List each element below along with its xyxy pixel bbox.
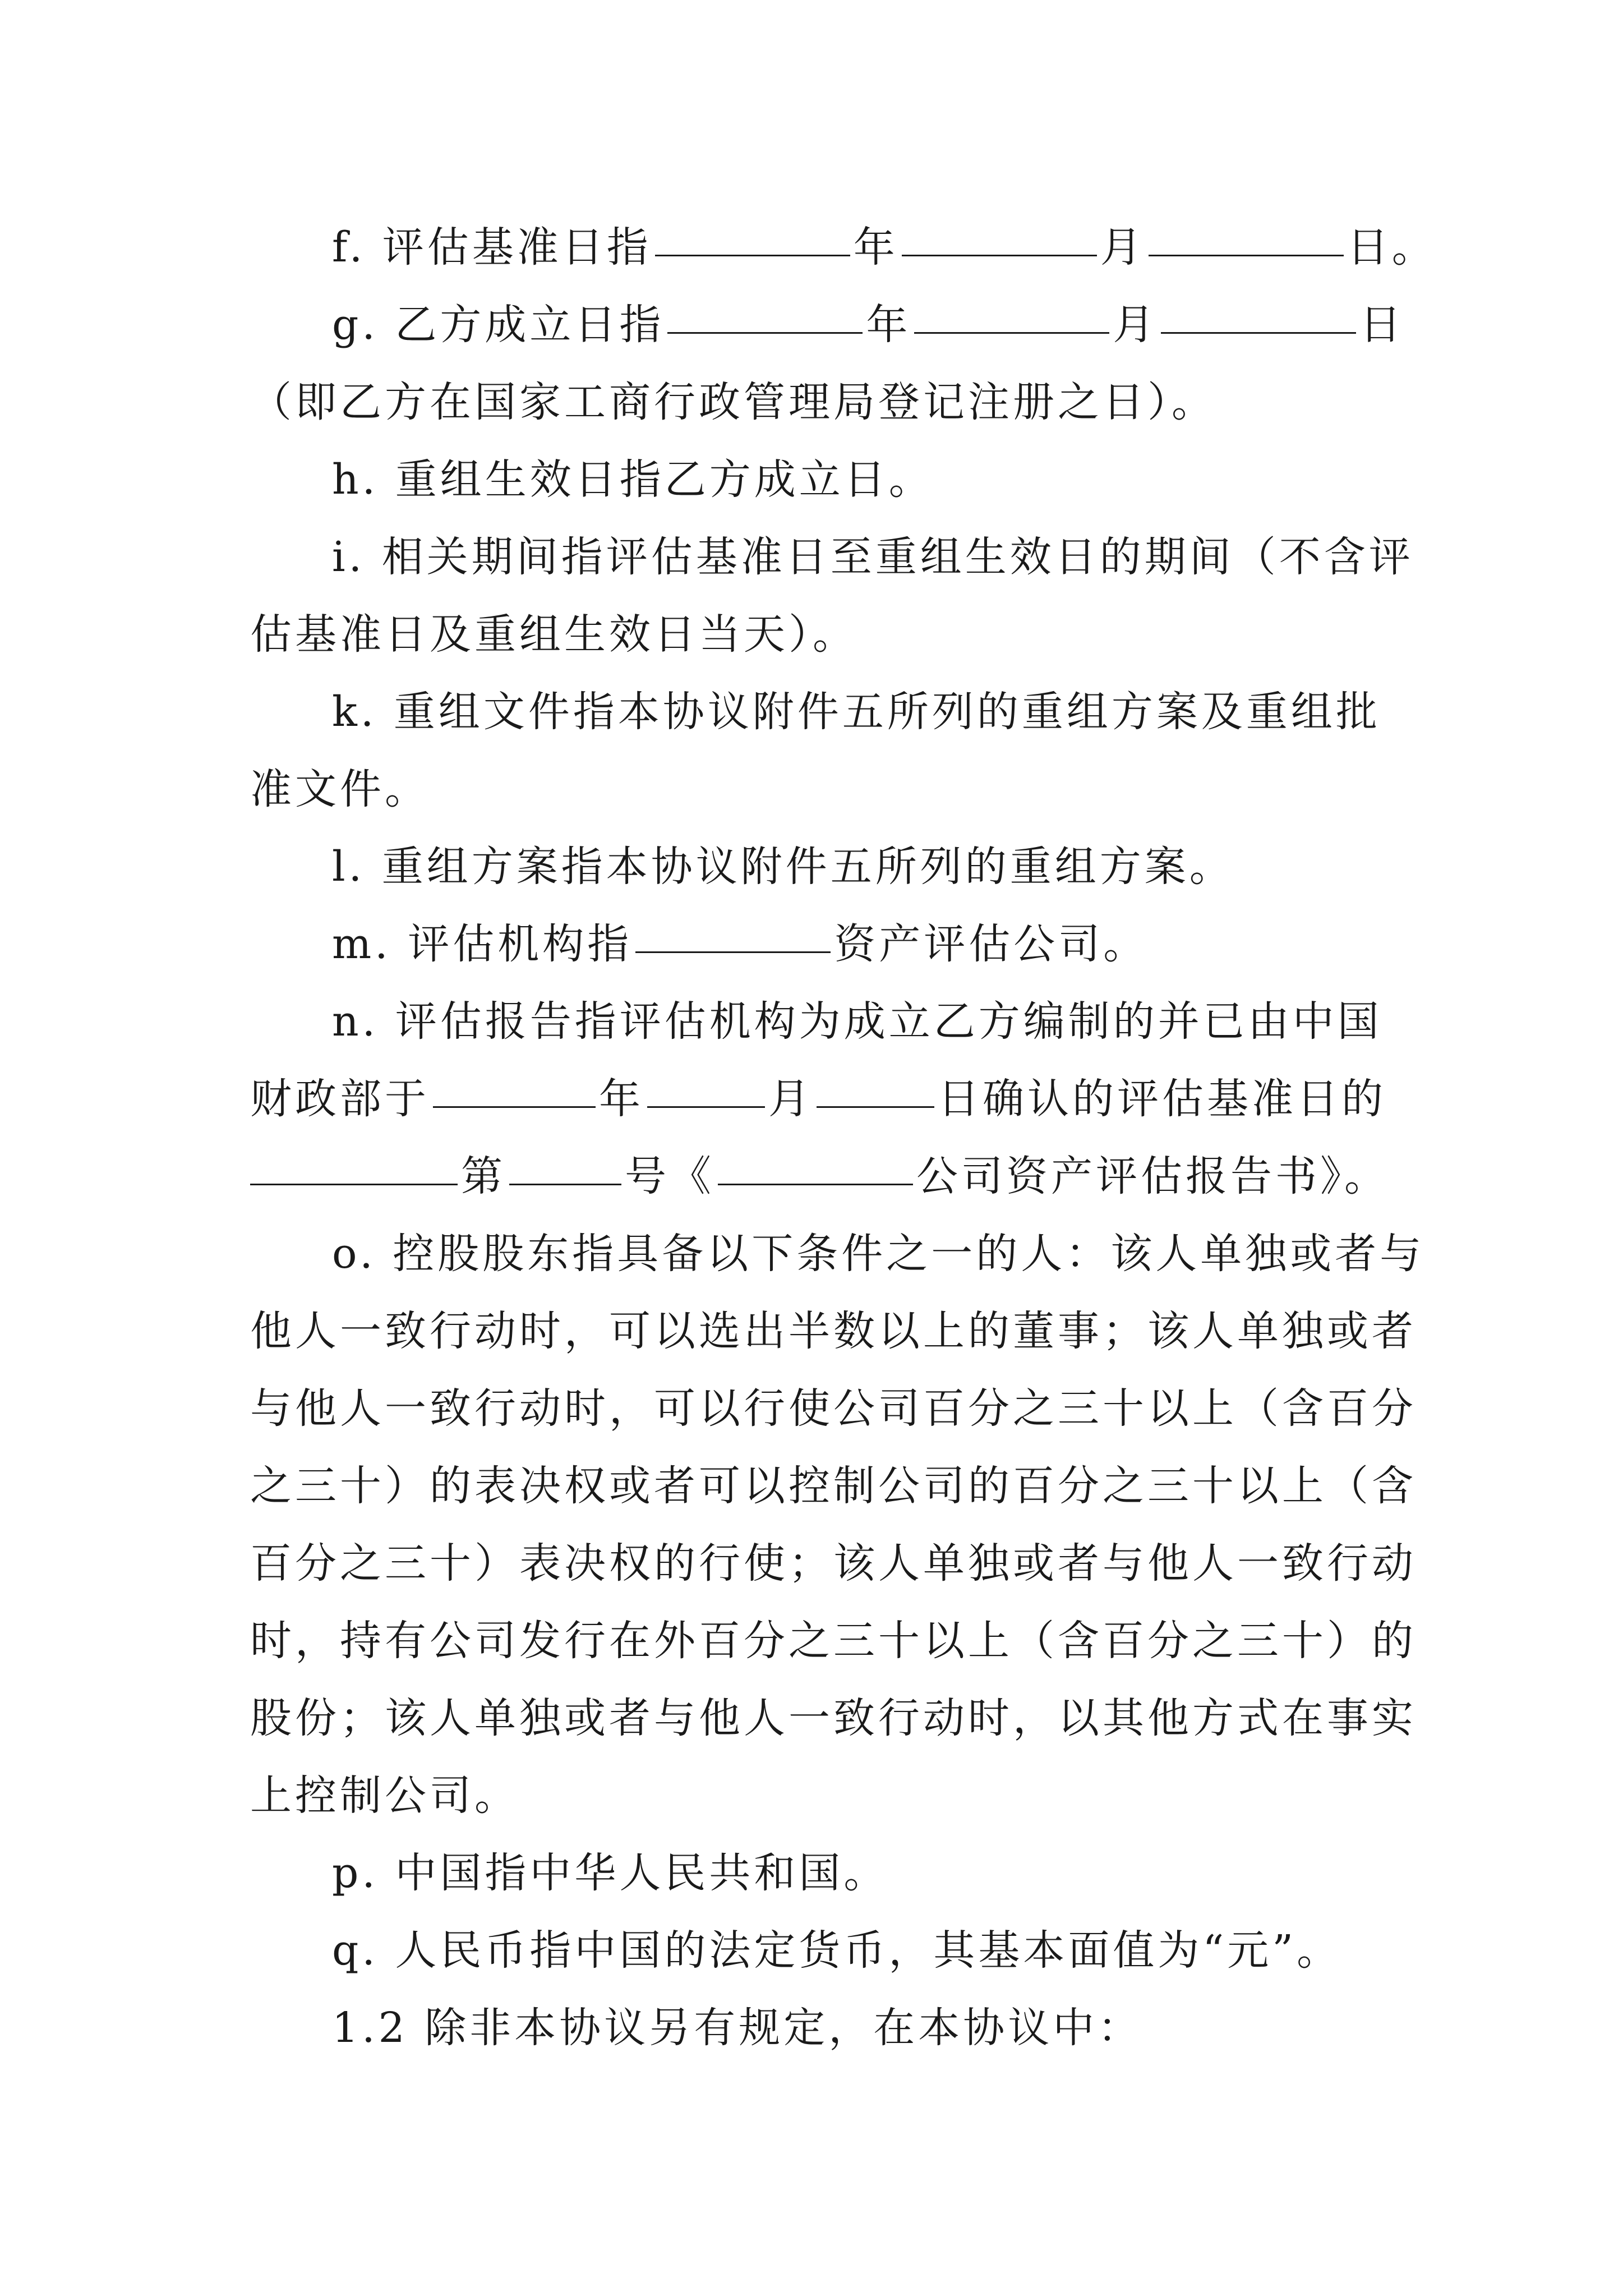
clause-o-cont-7: 上控制公司。 — [250, 1772, 519, 1820]
month-label: 月 — [1113, 301, 1158, 349]
blank-year — [433, 1060, 596, 1108]
clause-n-cont-2 — [250, 1138, 1389, 1215]
day-label: 日 — [1359, 301, 1405, 349]
blank-year — [655, 209, 850, 256]
month-label: 月 — [1100, 223, 1145, 272]
clause-n-cont-1 — [250, 1060, 1386, 1138]
day-label: 日。 — [1347, 223, 1437, 272]
clause-g-label: g. 乙方成立日指 — [332, 301, 665, 349]
year-label: 年 — [866, 301, 911, 349]
clause-o-cont-6: 股份；该人单独或者与他人一致行动时，以其他方式在事实 — [250, 1694, 1417, 1742]
blank-company — [718, 1138, 913, 1185]
clause-i-cont: 估基准日及重组生效日当天）。 — [250, 610, 857, 659]
month-label: 月 — [768, 1075, 813, 1123]
clause-o-cont-2: 与他人一致行动时，可以行使公司百分之三十以上（含百分 — [250, 1384, 1417, 1433]
blank-month — [647, 1060, 765, 1108]
blank-issuer — [250, 1138, 458, 1185]
blank-number — [509, 1138, 621, 1185]
year-label: 年 — [599, 1075, 644, 1123]
document-body — [250, 209, 1437, 2067]
clause-q: q. 人民币指中国的法定货币，其基本面值为“元”。 — [332, 1926, 1342, 1975]
clause-g — [250, 286, 1405, 364]
number-label: 号《 — [625, 1152, 714, 1200]
clause-o: o. 控股股东指具备以下条件之一的人：该人单独或者与 — [332, 1230, 1425, 1278]
clause-n-prefix: 财政部于 — [250, 1075, 430, 1123]
clause-i: i. 相关期间指评估基准日至重组生效日的期间（不含评 — [332, 533, 1414, 581]
clause-n-suffix: 日确认的评估基准日的 — [938, 1075, 1386, 1123]
clause-m-label: m. 评估机构指 — [332, 920, 633, 968]
clause-m — [250, 905, 1377, 983]
report-title: 公司资产评估报告书》。 — [916, 1152, 1389, 1200]
blank-year — [667, 286, 863, 334]
clause-m-tail: 资产评估公司。 — [834, 920, 1149, 968]
clause-o-cont-3: 之三十）的表决权或者可以控制公司的百分之三十以上（含 — [250, 1462, 1417, 1510]
section-1-2: 1.2 除非本协议另有规定，在本协议中： — [332, 2004, 1143, 2052]
clause-h: h. 重组生效日指乙方成立日。 — [332, 455, 934, 504]
clause-o-cont-1: 他人一致行动时，可以选出半数以上的董事；该人单独或者 — [250, 1307, 1417, 1355]
blank-firm — [635, 905, 831, 953]
blank-day — [1161, 286, 1356, 334]
clause-o-cont-5: 时，持有公司发行在外百分之三十以上（含百分之三十）的 — [250, 1617, 1417, 1665]
clause-g-cont: （即乙方在国家工商行政管理局登记注册之日）。 — [250, 378, 1216, 426]
clause-o-cont-4: 百分之三十）表决权的行使；该人单独或者与他人一致行动 — [250, 1539, 1417, 1588]
blank-month — [914, 286, 1109, 334]
clause-f — [250, 209, 1437, 286]
blank-day — [1149, 209, 1344, 256]
clause-k-cont: 准文件。 — [250, 765, 430, 813]
blank-month — [902, 209, 1097, 256]
year-label: 年 — [853, 223, 898, 272]
clause-p: p. 中国指中华人民共和国。 — [332, 1849, 889, 1897]
clause-l: l. 重组方案指本协议附件五所列的重组方案。 — [332, 843, 1234, 891]
no-label: 第 — [461, 1152, 506, 1200]
blank-day — [817, 1060, 934, 1108]
clause-f-label: f. 评估基准日指 — [332, 223, 652, 272]
clause-n: n. 评估报告指评估机构为成立乙方编制的并已由中国 — [332, 997, 1382, 1046]
clause-k: k. 重组文件指本协议附件五所列的重组方案及重组批 — [332, 688, 1381, 736]
